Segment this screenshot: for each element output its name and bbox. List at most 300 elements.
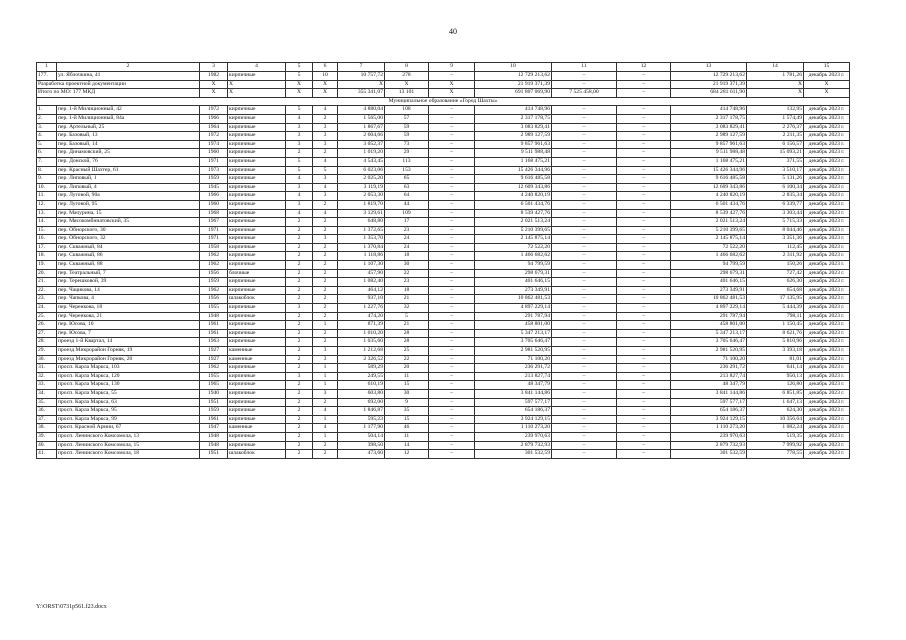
table-cell: 132,95: [747, 106, 804, 115]
table-cell: –: [617, 295, 671, 304]
table-cell: декабрь 2023 г.: [804, 235, 850, 244]
table-cell: проезд Микрорайон Горняк, 19: [57, 347, 200, 356]
table-cell: декабрь 2023 г.: [804, 106, 850, 115]
column-number: 1: [37, 63, 57, 72]
table-cell: 1 019,20: [338, 149, 385, 158]
table-cell: пер. Базовый, 14: [57, 140, 200, 149]
table-cell: –: [429, 149, 475, 158]
table-cell: пер. Юсова, 10: [57, 321, 200, 330]
table-cell: –: [552, 407, 617, 416]
table-cell: –: [617, 407, 671, 416]
table-cell: 2: [313, 295, 338, 304]
table-cell: 1 372,65: [338, 226, 385, 235]
table-cell: –: [617, 424, 671, 433]
table-cell: пер. Мачурина, 15: [57, 209, 200, 218]
table-cell: 1947: [200, 424, 228, 433]
table-cell: 2 604,66: [338, 132, 385, 141]
table-cell: –: [429, 166, 475, 175]
table-cell: 8 539 427,76: [671, 209, 747, 218]
table-cell: 5: [286, 166, 313, 175]
table-cell: 1963: [200, 338, 228, 347]
table-cell: 6 501 434,76: [475, 200, 552, 209]
table-cell: пер. Донской, 76: [57, 157, 200, 166]
table-cell: –: [429, 132, 475, 141]
table-cell: 236 291,72: [475, 364, 552, 373]
table-cell: 291 787,94: [671, 312, 747, 321]
table-cell: –: [552, 347, 617, 356]
table-cell: –: [429, 450, 475, 459]
table-cell: 589,29: [338, 364, 385, 373]
table-cell: 59: [385, 132, 429, 141]
table-cell: 12 609 343,86: [671, 183, 747, 192]
table-cell: декабрь 2023 г.: [804, 364, 850, 373]
table-cell: 17: [385, 218, 429, 227]
table-cell: 654 186,37: [671, 407, 747, 416]
table-cell: –: [617, 114, 671, 123]
table-cell: –: [617, 389, 671, 398]
table-cell: 298 679,31: [475, 269, 552, 278]
table-cell: 2: [286, 389, 313, 398]
table-cell: 20: [385, 364, 429, 373]
table-cell: 1 781,26: [747, 72, 804, 81]
table-cell: 2 311,92: [747, 252, 804, 261]
table-cell: декабрь 2023 г.: [804, 132, 850, 141]
table-cell: –: [429, 389, 475, 398]
table-cell: декабрь 2023 г.: [804, 295, 850, 304]
table-cell: декабрь 2023 г.: [804, 312, 850, 321]
table-cell: 3 841 144,86: [475, 389, 552, 398]
table-cell: пер. 1-й Милиционный, 84а: [57, 114, 200, 123]
table-cell: –: [552, 338, 617, 347]
table-cell: 15 426 344,96: [671, 166, 747, 175]
table-cell: 6 100,34: [747, 183, 804, 192]
table-cell: 3: [313, 355, 338, 364]
table-cell: 1948: [200, 312, 228, 321]
table-cell: кирпичные: [228, 140, 286, 149]
table-cell: –: [429, 347, 475, 356]
table-cell: –: [429, 295, 475, 304]
table-cell: 1964: [200, 123, 228, 132]
table-cell: 177.: [37, 72, 57, 81]
table-cell: X: [313, 89, 338, 98]
table-cell: 8.: [37, 166, 57, 175]
table-cell: 65: [385, 175, 429, 184]
table-cell: 71 100,20: [475, 355, 552, 364]
table-cell: 2: [286, 295, 313, 304]
table-cell: –: [429, 278, 475, 287]
table-cell: 30: [385, 389, 429, 398]
table-cell: 26.: [37, 321, 57, 330]
table-cell: 3 129,61: [338, 209, 385, 218]
table-cell: просп. Карла Маркса, 95: [57, 407, 200, 416]
table-cell: –: [617, 312, 671, 321]
table-cell: 1 867,67: [338, 123, 385, 132]
table-cell: 11.: [37, 192, 57, 201]
table-cell: 937,10: [338, 295, 385, 304]
table-cell: –: [552, 252, 617, 261]
table-cell: 458 801,00: [475, 321, 552, 330]
table-row: [37, 269, 850, 278]
table-cell: 1962: [200, 364, 228, 373]
table-cell: –: [617, 450, 671, 459]
table-cell: 236 291,72: [671, 364, 747, 373]
table-cell: 1 466 682,62: [475, 252, 552, 261]
table-cell: –: [552, 389, 617, 398]
table-cell: 10 356,64: [747, 415, 804, 424]
table-row: [37, 407, 850, 416]
table-cell: 29: [385, 149, 429, 158]
table-cell: –: [617, 432, 671, 441]
table-cell: 654 186,37: [475, 407, 552, 416]
table-cell: 1971: [200, 235, 228, 244]
table-cell: декабрь 2023 г.: [804, 243, 850, 252]
table-cell: 48 347,79: [671, 381, 747, 390]
table-cell: 597 577,17: [475, 398, 552, 407]
table-cell: 457,90: [338, 269, 385, 278]
table-cell: кирпичные: [228, 226, 286, 235]
table-cell: –: [552, 235, 617, 244]
table-cell: декабрь 2023 г.: [804, 347, 850, 356]
column-number: 3: [200, 63, 228, 72]
table-cell: –: [617, 398, 671, 407]
table-cell: декабрь 2023 г.: [804, 269, 850, 278]
table-cell: декабрь 2023 г.: [804, 166, 850, 175]
table-cell: X: [747, 89, 804, 98]
table-cell: 32: [385, 304, 429, 313]
table-cell: X: [429, 80, 475, 89]
table-cell: –: [617, 200, 671, 209]
table-cell: 474,20: [338, 312, 385, 321]
table-cell: 2: [313, 312, 338, 321]
table-cell: –: [552, 295, 617, 304]
table-cell: 1951: [200, 398, 228, 407]
table-cell: –: [429, 261, 475, 270]
table-cell: 2: [313, 261, 338, 270]
table-cell: –: [429, 72, 475, 81]
table-cell: 3.: [37, 123, 57, 132]
table-cell: пер. Липовый, 4: [57, 183, 200, 192]
table-cell: 64: [385, 192, 429, 201]
table-cell: ул. Яблочкина, 41: [57, 72, 200, 81]
table-cell: 3: [286, 132, 313, 141]
column-number: 10: [475, 63, 552, 72]
table-cell: 9 857 961,63: [671, 140, 747, 149]
table-row: [37, 321, 850, 330]
table-cell: –: [552, 157, 617, 166]
table-cell: Итого по МО: 177 МКД: [37, 89, 200, 98]
table-cell: блочные: [228, 269, 286, 278]
table-cell: пер. Юсова, 7: [57, 329, 200, 338]
table-cell: 3: [286, 200, 313, 209]
table-cell: –: [617, 226, 671, 235]
table-row: [37, 415, 850, 424]
table-cell: 1 227,76: [338, 304, 385, 313]
table-cell: декабрь 2023 г.: [804, 329, 850, 338]
table-cell: –: [429, 415, 475, 424]
column-number: 14: [747, 63, 804, 72]
table-cell: 2 989 127,59: [671, 132, 747, 141]
table-cell: 519,35: [747, 432, 804, 441]
table-cell: декабрь 2023 г.: [804, 149, 850, 158]
table-cell: 46: [385, 424, 429, 433]
table-cell: пер. Луговой, 90а: [57, 192, 200, 201]
column-number: 8: [385, 63, 429, 72]
table-cell: –: [429, 441, 475, 450]
table-cell: 1 150,45: [747, 321, 804, 330]
table-row: [37, 355, 850, 364]
table-cell: 10: [313, 72, 338, 81]
table-cell: 355 341,07: [338, 89, 385, 98]
table-cell: 28.: [37, 338, 57, 347]
table-cell: X: [747, 80, 804, 89]
table-cell: 213 827,74: [475, 372, 552, 381]
table-cell: 1 118,86: [338, 252, 385, 261]
table-cell: –: [552, 415, 617, 424]
table-cell: 5 131,26: [747, 175, 804, 184]
table-cell: 2: [286, 312, 313, 321]
table-cell: пер. Луговой, 95: [57, 200, 200, 209]
table-cell: X: [385, 80, 429, 89]
table-row: [37, 192, 850, 201]
table-cell: кирпичные: [228, 364, 286, 373]
table-cell: –: [617, 175, 671, 184]
table-cell: 21 919 371,39: [671, 80, 747, 89]
table-cell: 2 981 520,95: [671, 347, 747, 356]
table-cell: 4: [313, 106, 338, 115]
table-cell: 2: [313, 269, 338, 278]
table-cell: 1: [313, 432, 338, 441]
table-cell: каменные: [228, 424, 286, 433]
table-row: [37, 364, 850, 373]
table-cell: 414 748,96: [671, 106, 747, 115]
table-cell: 72 522,20: [475, 243, 552, 252]
table-cell: 1951: [200, 450, 228, 459]
table-cell: 15: [385, 381, 429, 390]
table-cell: 28: [385, 338, 429, 347]
table-row: [37, 329, 850, 338]
table-cell: 692,00: [338, 398, 385, 407]
table-cell: 1961: [200, 415, 228, 424]
column-number: 13: [671, 63, 747, 72]
table-cell: 17 135,95: [747, 295, 804, 304]
table-cell: –: [552, 140, 617, 149]
table-cell: 1.: [37, 106, 57, 115]
table-row: [37, 432, 850, 441]
table-cell: 21.: [37, 278, 57, 287]
table-cell: 2: [286, 450, 313, 459]
column-number: 12: [617, 63, 671, 72]
table-row: [37, 218, 850, 227]
table-cell: 18: [385, 286, 429, 295]
table-cell: X: [200, 89, 228, 98]
table-cell: 15.: [37, 226, 57, 235]
table-cell: 2: [286, 252, 313, 261]
table-cell: 2 021 513,24: [475, 218, 552, 227]
table-cell: X: [338, 80, 385, 89]
table-cell: –: [552, 200, 617, 209]
table-cell: –: [429, 269, 475, 278]
document-file-path: Y:\ORST\0731p561.f23.docx: [36, 604, 107, 610]
table-cell: 1965: [200, 381, 228, 390]
table-cell: –: [429, 398, 475, 407]
table-cell: 22: [385, 269, 429, 278]
table-cell: 33.: [37, 381, 57, 390]
table-row: [37, 424, 850, 433]
table-cell: 1 353,70: [338, 235, 385, 244]
table-cell: 2: [313, 329, 338, 338]
table-cell: 1959: [200, 407, 228, 416]
table-cell: 40.: [37, 441, 57, 450]
table-cell: 1948: [200, 432, 228, 441]
table-cell: 5 347 213,17: [475, 329, 552, 338]
table-cell: 2: [313, 286, 338, 295]
table-cell: пер. 1-й Милиционный, 42: [57, 106, 200, 115]
table-row: [37, 261, 850, 270]
table-cell: кирпичные: [228, 252, 286, 261]
table-cell: кирпичные: [228, 312, 286, 321]
table-cell: 3 841 144,86: [671, 389, 747, 398]
table-cell: –: [429, 235, 475, 244]
table-cell: 14: [385, 441, 429, 450]
table-cell: 2: [313, 338, 338, 347]
table-cell: 5: [385, 312, 429, 321]
table-cell: 23: [385, 278, 429, 287]
table-cell: 2 317 178,75: [475, 114, 552, 123]
table-cell: 1948: [200, 441, 228, 450]
table-cell: декабрь 2023 г.: [804, 226, 850, 235]
table-cell: декабрь 2023 г.: [804, 286, 850, 295]
table-cell: декабрь 2023 г.: [804, 252, 850, 261]
table-cell: 2: [286, 381, 313, 390]
table-cell: –: [429, 424, 475, 433]
table-cell: кирпичные: [228, 261, 286, 270]
table-cell: 4 543,45: [338, 157, 385, 166]
table-cell: 1967: [200, 218, 228, 227]
table-cell: –: [429, 106, 475, 115]
table-cell: пер. Чацикова, 14: [57, 286, 200, 295]
table-cell: 3 083 829,41: [475, 123, 552, 132]
table-cell: X: [286, 89, 313, 98]
table-cell: 2 053,30: [338, 192, 385, 201]
table-cell: 2: [286, 355, 313, 364]
table-cell: 871,39: [338, 321, 385, 330]
table-cell: –: [617, 157, 671, 166]
table-cell: 1940: [200, 389, 228, 398]
table-cell: 109: [385, 209, 429, 218]
table-cell: декабрь 2023 г.: [804, 114, 850, 123]
table-cell: 5: [286, 72, 313, 81]
table-cell: 1958: [200, 243, 228, 252]
repair-register-table: [36, 62, 850, 459]
table-cell: –: [617, 269, 671, 278]
table-cell: кирпичные: [228, 381, 286, 390]
table-cell: –: [429, 209, 475, 218]
table-cell: 2: [313, 304, 338, 313]
table-cell: 213 827,74: [671, 372, 747, 381]
table-cell: кирпичные: [228, 149, 286, 158]
table-cell: 6 156,57: [747, 140, 804, 149]
table-cell: декабрь 2023 г.: [804, 338, 850, 347]
table-cell: 9 511 988,48: [475, 149, 552, 158]
table-cell: 4 897 229,14: [475, 304, 552, 313]
table-cell: 24.: [37, 304, 57, 313]
table-cell: 3: [313, 347, 338, 356]
table-cell: 108: [385, 106, 429, 115]
table-cell: 150,26: [747, 261, 804, 270]
table-cell: 1955: [200, 372, 228, 381]
table-cell: 298 679,31: [671, 269, 747, 278]
table-cell: пер. Театральный, 7: [57, 269, 200, 278]
table-cell: 20.: [37, 269, 57, 278]
table-cell: –: [552, 209, 617, 218]
table-cell: 9 511 988,48: [671, 149, 747, 158]
table-cell: просп. Карла Маркса, 55: [57, 389, 200, 398]
table-cell: 16.: [37, 235, 57, 244]
table-cell: 2: [286, 338, 313, 347]
table-cell: 1 035,60: [338, 338, 385, 347]
table-cell: 1961: [200, 329, 228, 338]
table-row: [37, 372, 850, 381]
table-cell: 4: [313, 157, 338, 166]
table-cell: –: [429, 252, 475, 261]
table-cell: 3: [286, 183, 313, 192]
table-cell: 1: [313, 415, 338, 424]
table-cell: декабрь 2023 г.: [804, 183, 850, 192]
table-cell: 112,45: [747, 243, 804, 252]
table-cell: декабрь 2023 г.: [804, 415, 850, 424]
table-cell: кирпичные: [228, 183, 286, 192]
column-number-row: [37, 63, 850, 72]
table-cell: –: [429, 226, 475, 235]
table-cell: кирпичные: [228, 304, 286, 313]
table-cell: пер. Динамовский, 25: [57, 149, 200, 158]
table-cell: 2.: [37, 114, 57, 123]
table-cell: 5 715,33: [747, 218, 804, 227]
table-cell: просп. Ленинского Комсомола, 15: [57, 441, 200, 450]
table-cell: 239 970,63: [475, 432, 552, 441]
table-row: [37, 286, 850, 295]
table-cell: кирпичные: [228, 321, 286, 330]
table-cell: 4: [286, 114, 313, 123]
table-cell: 12: [385, 450, 429, 459]
table-cell: –: [552, 398, 617, 407]
table-cell: 10.: [37, 183, 57, 192]
table-cell: шлакоблок: [228, 450, 286, 459]
table-cell: пер. Чапкова, 4: [57, 295, 200, 304]
table-cell: декабрь 2023 г.: [804, 321, 850, 330]
table-cell: 2: [286, 424, 313, 433]
table-row: [37, 441, 850, 450]
table-cell: –: [552, 321, 617, 330]
table-row: [37, 450, 850, 459]
table-cell: 603,80: [338, 389, 385, 398]
table-cell: 3: [313, 389, 338, 398]
table-cell: 1966: [200, 192, 228, 201]
table-cell: 2 879 732,93: [671, 441, 747, 450]
table-cell: декабрь 2023 г.: [804, 381, 850, 390]
column-number: 2: [57, 63, 200, 72]
table-row: [37, 114, 850, 123]
table-cell: 2: [313, 441, 338, 450]
table-cell: 273 349,91: [475, 286, 552, 295]
table-cell: 1955: [200, 304, 228, 313]
table-cell: 2 835,34: [747, 192, 804, 201]
table-cell: 4: [286, 175, 313, 184]
table-cell: 1960: [200, 149, 228, 158]
table-cell: 1945: [200, 183, 228, 192]
table-cell: кирпичные: [228, 209, 286, 218]
table-cell: 398,50: [338, 441, 385, 450]
